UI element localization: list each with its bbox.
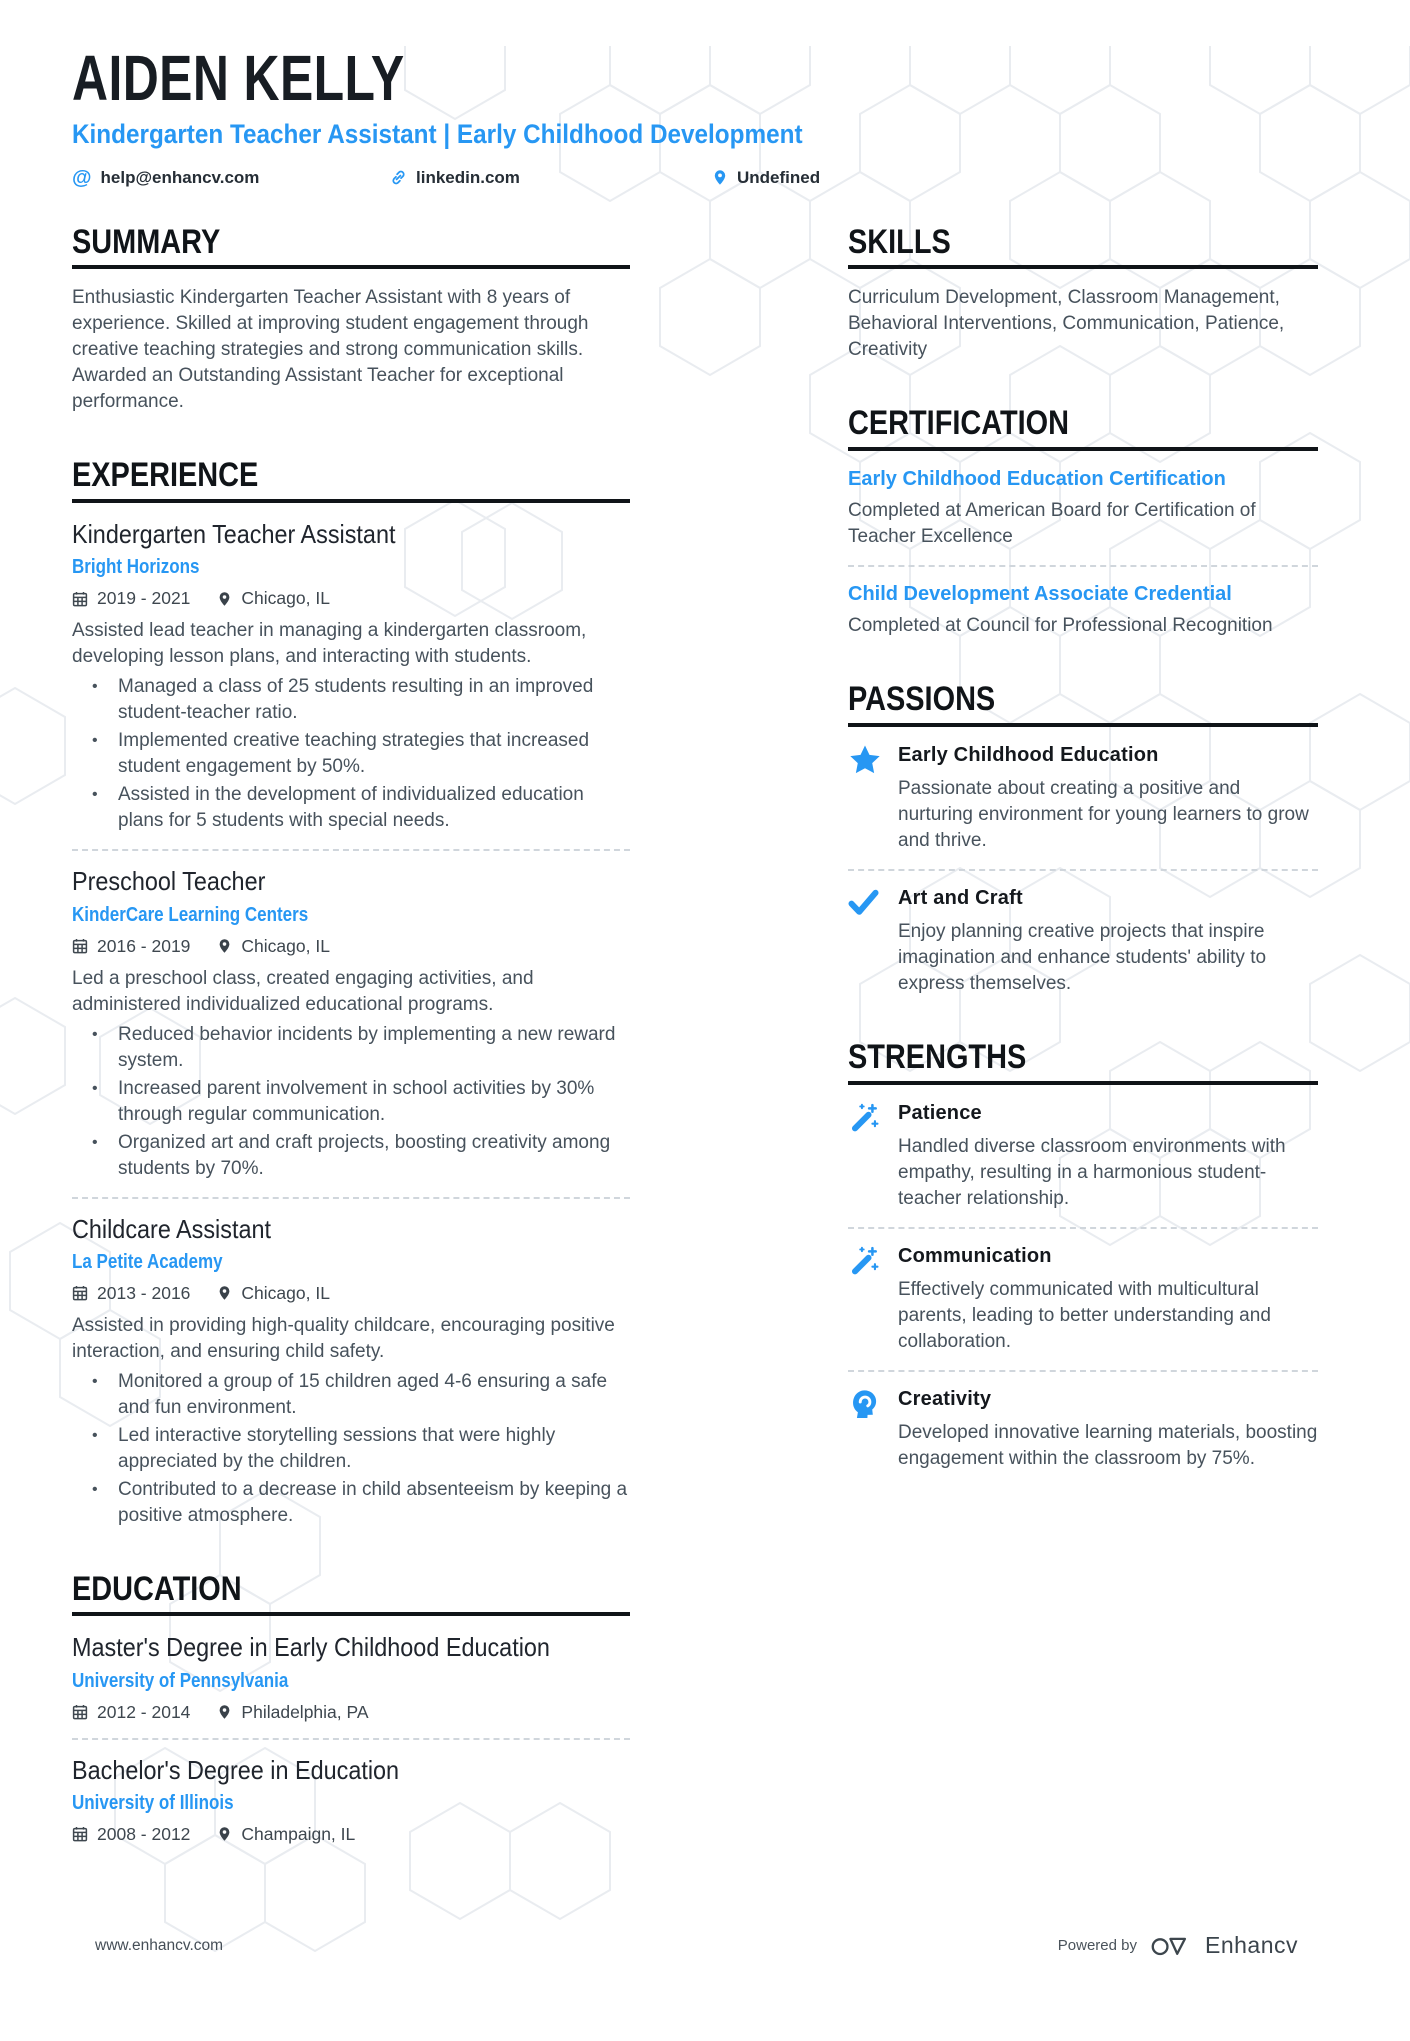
resume-columns [72, 224, 1318, 1887]
job-title: Kindergarten Teacher Assistant [72, 519, 396, 550]
job-location: Chicago, IL [241, 1282, 330, 1303]
link-icon [390, 169, 407, 186]
strength-entry [848, 1101, 1318, 1212]
strength-description: Handled diverse classroom environments with empathy, resulting in a harmonious student-teacher relationship. [898, 1135, 1286, 1209]
passion-title: Early Childhood Education [898, 743, 1159, 766]
degree-meta [72, 1824, 630, 1845]
job-dates: 2016 - 2019 [97, 935, 191, 956]
job-dates: 2013 - 2016 [97, 1282, 191, 1303]
certification-entry [848, 467, 1318, 550]
magic-wand-icon [848, 1101, 898, 1212]
degree-location: Champaign, IL [241, 1823, 356, 1844]
calendar-icon [72, 938, 88, 954]
enhancv-logo-icon [1151, 1934, 1191, 1958]
summary-text: Enthusiastic Kindergarten Teacher Assistant with 8 years of experience. Skilled at improving student engagement through creative teaching strategies and strong communication skills. Awarded an Outstanding Assistant Teacher for exceptional performance. [72, 287, 589, 413]
passion-title: Art and Craft [898, 886, 1023, 909]
strength-entry [848, 1387, 1318, 1472]
education-entry [72, 1632, 630, 1722]
bullet-item: • Reduced behavior incidents by implementing a new reward system. [72, 1022, 630, 1074]
location-pin-icon [712, 169, 728, 186]
skills-text: Curriculum Development, Classroom Management, Behavioral Interventions, Communication, Patience, Creativity [848, 287, 1285, 361]
job-description: Led a preschool class, created engaging activities, and administered individualized educational programs. [72, 967, 534, 1015]
passion-entry [848, 886, 1318, 997]
star-icon [848, 743, 898, 854]
degree-dates: 2008 - 2012 [97, 1823, 191, 1844]
bullet-item: • Led interactive storytelling sessions that were highly appreciated by the children. [72, 1423, 630, 1475]
linkedin-contact[interactable] [390, 168, 712, 188]
school-name: University of Illinois [72, 1791, 234, 1814]
at-icon: @ [72, 166, 92, 189]
education-heading: EDUCATION [72, 1571, 630, 1617]
powered-by-label: Powered by [1057, 1937, 1137, 1954]
experience-entry [72, 519, 630, 834]
skills-heading: SKILLS [848, 224, 1318, 270]
email-text: help@enhancv.com [100, 167, 260, 187]
bullet-item: • Managed a class of 25 students resulting in an improved student-teacher ratio. [72, 674, 630, 726]
certification-title: Child Development Associate Credential [848, 583, 1232, 606]
location-contact [712, 168, 820, 188]
calendar-icon [72, 1285, 88, 1301]
divider [72, 1738, 630, 1740]
job-title: Childcare Assistant [72, 1213, 271, 1244]
job-bullets [72, 674, 630, 834]
certification-title: Early Childhood Education Certification [848, 468, 1226, 491]
location-pin-icon [217, 1704, 232, 1720]
contact-row [72, 168, 1318, 188]
divider [72, 849, 630, 851]
passion-entry [848, 743, 1318, 854]
location-text: Undefined [737, 167, 821, 187]
strengths-heading: STRENGTHS [848, 1039, 1318, 1085]
divider [848, 1227, 1318, 1229]
magic-wand-icon [848, 1244, 898, 1355]
right-column [848, 224, 1318, 1887]
strength-title: Communication [898, 1244, 1052, 1267]
skills-section [848, 224, 1318, 364]
job-title: Preschool Teacher [72, 866, 266, 897]
location-pin-icon [217, 1826, 232, 1842]
divider [848, 869, 1318, 871]
degree-dates: 2012 - 2014 [97, 1701, 191, 1722]
bullet-item: • Organized art and craft projects, boosting creativity among students by 70%. [72, 1130, 630, 1182]
experience-entry [72, 1214, 630, 1529]
job-meta [72, 1283, 630, 1304]
job-bullets [72, 1369, 630, 1529]
powered-by[interactable] [1058, 1932, 1298, 1959]
resume-page [0, 42, 1410, 1887]
strength-description: Developed innovative learning materials, boosting engagement within the classroom by 75%. [898, 1421, 1318, 1469]
school-name: University of Pennsylvania [72, 1669, 289, 1692]
divider [848, 1370, 1318, 1372]
strengths-section [848, 1039, 1318, 1472]
enhancv-brand-name: Enhancv [1204, 1932, 1298, 1958]
certification-description: Completed at American Board for Certification of Teacher Excellence [848, 500, 1256, 548]
divider [848, 565, 1318, 567]
degree-title: Bachelor's Degree in Education [72, 1754, 400, 1785]
degree-location: Philadelphia, PA [241, 1701, 369, 1722]
experience-entry [72, 866, 630, 1181]
resume-header [72, 42, 1318, 189]
strength-entry [848, 1244, 1318, 1355]
bullet-item: • Implemented creative teaching strategies that increased student engagement by 50%. [72, 728, 630, 780]
location-pin-icon [217, 938, 232, 954]
company-name: Bright Horizons [72, 556, 200, 579]
certification-entry [848, 582, 1318, 639]
certification-description: Completed at Council for Professional Recognition [848, 615, 1273, 637]
job-meta [72, 936, 630, 957]
passion-description: Passionate about creating a positive and nurturing environment for young learners to grow and thrive. [898, 777, 1309, 851]
experience-section [72, 457, 630, 1528]
certification-heading: CERTIFICATION [848, 405, 1318, 451]
job-bullets [72, 1022, 630, 1182]
job-description: Assisted in providing high-quality childcare, encouraging positive interaction, and ensuring child safety. [72, 1314, 615, 1362]
company-name: KinderCare Learning Centers [72, 903, 309, 926]
summary-heading: SUMMARY [72, 224, 630, 270]
check-icon [848, 886, 898, 997]
job-dates: 2019 - 2021 [97, 588, 191, 609]
passion-description: Enjoy planning creative projects that inspire imagination and enhance students' ability to express themselves. [898, 920, 1267, 994]
calendar-icon [72, 591, 88, 607]
bullet-item: • Assisted in the development of individualized education plans for 5 students with special needs. [72, 782, 630, 834]
passions-heading: PASSIONS [848, 681, 1318, 727]
divider [72, 1197, 630, 1199]
degree-meta [72, 1702, 630, 1723]
job-location: Chicago, IL [241, 588, 330, 609]
certification-section [848, 405, 1318, 639]
experience-heading: EXPERIENCE [72, 457, 630, 503]
strength-title: Creativity [898, 1387, 992, 1410]
job-meta [72, 588, 630, 609]
strength-title: Patience [898, 1101, 982, 1124]
calendar-icon [72, 1704, 88, 1720]
company-name: La Petite Academy [72, 1250, 223, 1273]
calendar-icon [72, 1826, 88, 1842]
person-name: AIDEN KELLY [72, 42, 405, 114]
location-pin-icon [217, 591, 232, 607]
summary-section [72, 224, 630, 416]
job-location: Chicago, IL [241, 935, 330, 956]
bullet-item: • Monitored a group of 15 children aged 4-6 ensuring a safe and fun environment. [72, 1369, 630, 1421]
education-entry [72, 1755, 630, 1845]
left-column [72, 224, 630, 1887]
location-pin-icon [217, 1285, 232, 1301]
bullet-item: • Increased parent involvement in school activities by 30% through regular communication. [72, 1076, 630, 1128]
bullet-item: • Contributed to a decrease in child absenteeism by keeping a positive atmosphere. [72, 1477, 630, 1529]
job-headline: Kindergarten Teacher Assistant | Early Childhood Development [72, 119, 803, 149]
website-link[interactable]: www.enhancv.com [95, 1936, 224, 1954]
head-idea-icon [848, 1387, 898, 1472]
email-contact[interactable] [72, 168, 390, 188]
linkedin-text: linkedin.com [416, 167, 520, 187]
job-description: Assisted lead teacher in managing a kindergarten classroom, developing lesson plans, and interacting with students. [72, 620, 587, 668]
passions-section [848, 681, 1318, 997]
strength-description: Effectively communicated with multicultural parents, leading to better understanding and collaboration. [898, 1278, 1271, 1352]
education-section [72, 1571, 630, 1845]
degree-title: Master's Degree in Early Childhood Education [72, 1632, 550, 1663]
page-footer [95, 1932, 1298, 1959]
